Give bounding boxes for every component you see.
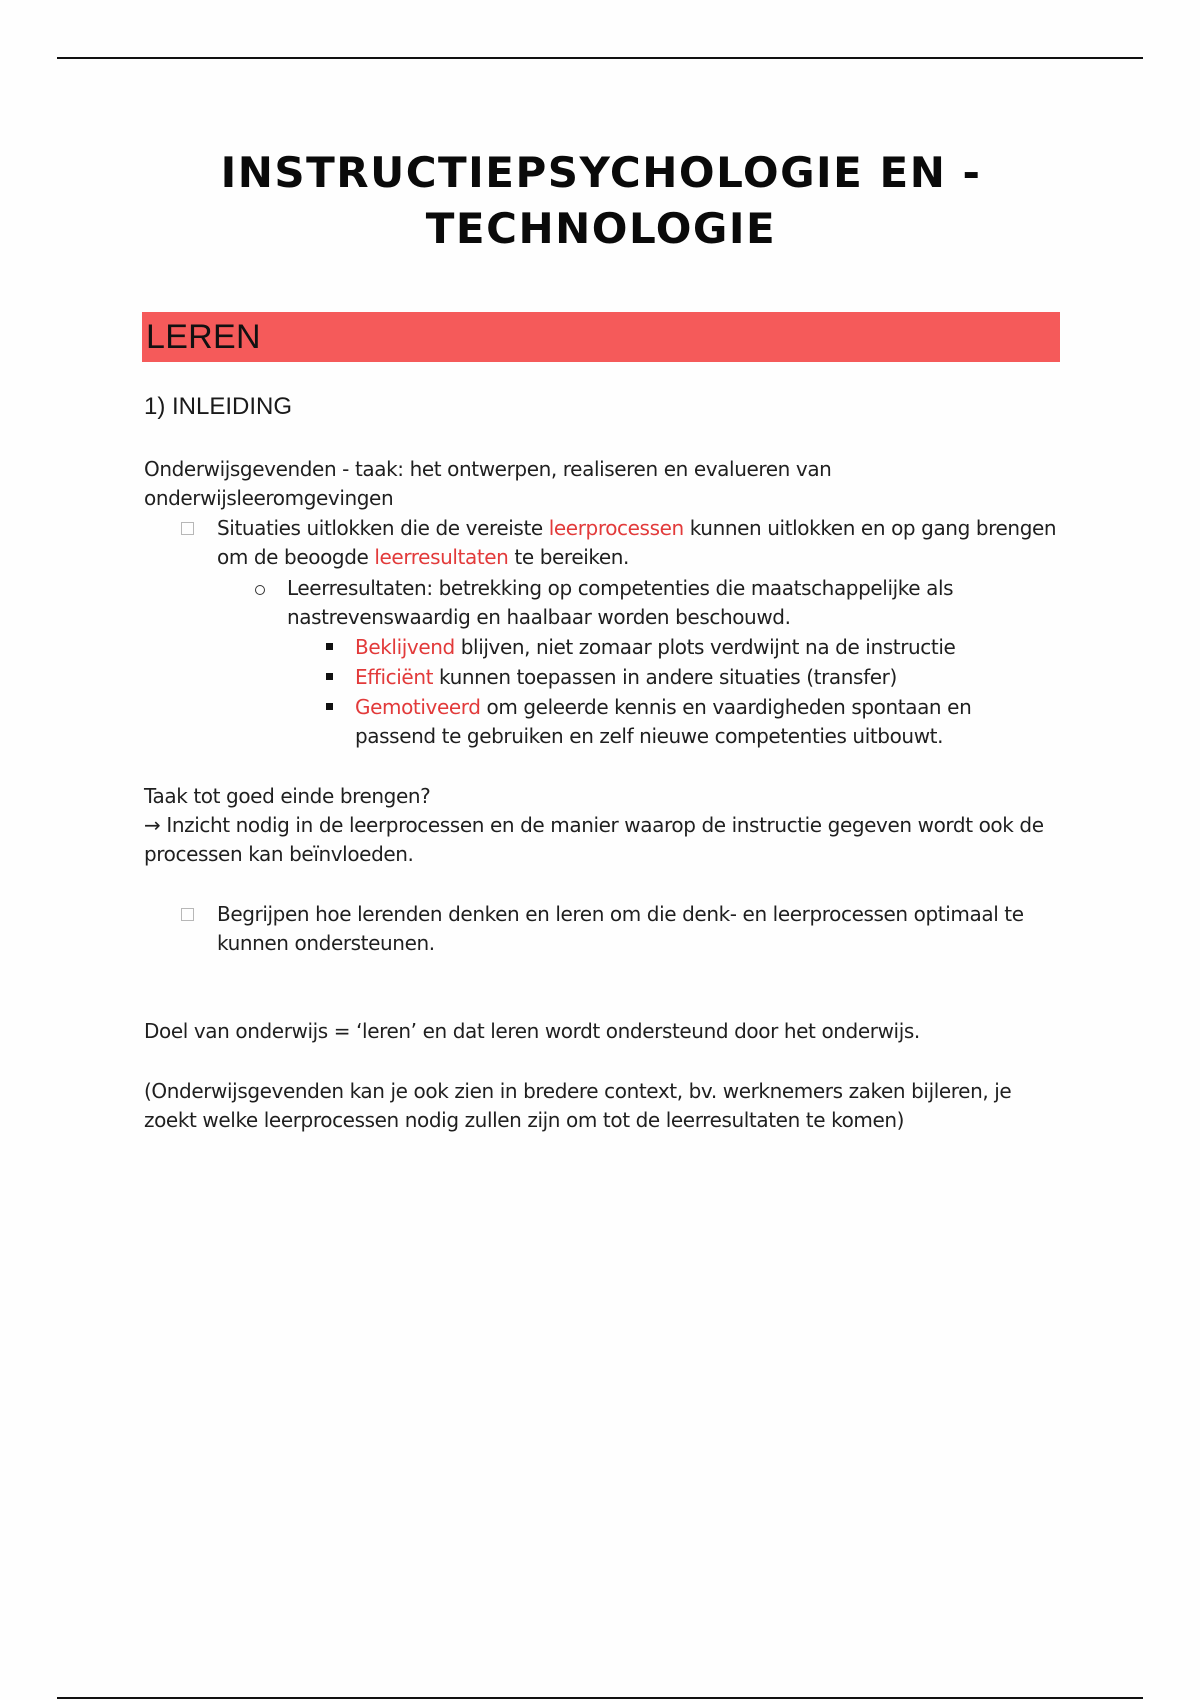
list-item-level3 <box>326 693 1066 751</box>
highlight-term: Beklijvend <box>355 635 455 659</box>
text-fragment: te bereiken. <box>508 545 629 569</box>
list-item-level2 <box>255 574 1065 632</box>
solid-square-icon <box>326 643 333 650</box>
list-item-text: Begrijpen hoe lerenden denken en leren om die denk- en leerprocessen optimaal te kunnen ondersteunen. <box>217 902 1024 955</box>
taak-answer: → Inzicht nodig in de leerprocessen en de manier waarop de instructie gegeven wordt ook de processen kan beïnvloeden. <box>144 813 1044 866</box>
highlight-term: Gemotiveerd <box>355 695 481 719</box>
document-title <box>145 145 1057 257</box>
list-item-text <box>355 663 1055 692</box>
highlight-term: Efficiënt <box>355 665 434 689</box>
text-fragment: blijven, niet zomaar plots verdwijnt na de instructie <box>454 635 956 659</box>
section-heading-bar <box>142 312 1060 362</box>
text-fragment: kunnen uitlokken en op gang brengen om de beoogde <box>217 516 1057 569</box>
solid-square-icon <box>326 703 333 710</box>
highlight-term: leerprocessen <box>548 516 684 540</box>
list-item-level3 <box>326 633 1066 662</box>
hollow-square-icon <box>181 522 194 535</box>
list-item-text <box>355 693 1055 751</box>
solid-square-icon <box>326 673 333 680</box>
list-item-level1 <box>181 900 1071 958</box>
footer-rule <box>57 1697 1143 1699</box>
text-fragment: kunnen toepassen in andere situaties (transfer) <box>433 665 897 689</box>
hollow-square-icon <box>181 908 194 921</box>
intro-line-2: onderwijsleeromgevingen <box>144 486 394 510</box>
section-heading-label: LEREN <box>146 317 261 356</box>
list-item-level1 <box>181 514 1061 572</box>
taak-paragraph <box>144 782 1064 869</box>
title-line-1: INSTRUCTIEPSYCHOLOGIE EN - <box>220 148 982 197</box>
subheading-inleiding: 1) INLEIDING <box>144 393 293 420</box>
note-paragraph: (Onderwijsgevenden kan je ook zien in bredere context, bv. werknemers zaken bijleren, je zoekt welke leerprocessen nodig zullen zijn om tot de leerresultaten te komen) <box>144 1079 1012 1132</box>
title-line-2: TECHNOLOGIE <box>425 204 777 253</box>
highlight-term: leerresultaten <box>374 545 509 569</box>
intro-paragraph <box>144 455 1064 513</box>
list-item-text <box>355 633 1055 662</box>
list-item-level3 <box>326 663 1066 692</box>
taak-question: Taak tot goed einde brengen? <box>144 784 431 808</box>
text-fragment: om geleerde kennis en vaardigheden spontaan en passend te gebruiken en zelf nieuwe competenties uitbouwt. <box>355 695 972 748</box>
hollow-circle-icon <box>255 585 265 595</box>
intro-line-1: Onderwijsgevenden - taak: het ontwerpen, realiseren en evalueren van <box>144 457 832 481</box>
header-rule <box>57 57 1143 59</box>
text-fragment: Situaties uitlokken die de vereiste <box>217 516 549 540</box>
doel-paragraph: Doel van onderwijs = ‘leren’ en dat leren wordt ondersteund door het onderwijs. <box>144 1019 920 1043</box>
list-item-text: Leerresultaten: betrekking op competenties die maatschappelijke als nastrevenswaardig en haalbaar worden beschouwd. <box>287 576 954 629</box>
list-item-text <box>217 514 1057 572</box>
